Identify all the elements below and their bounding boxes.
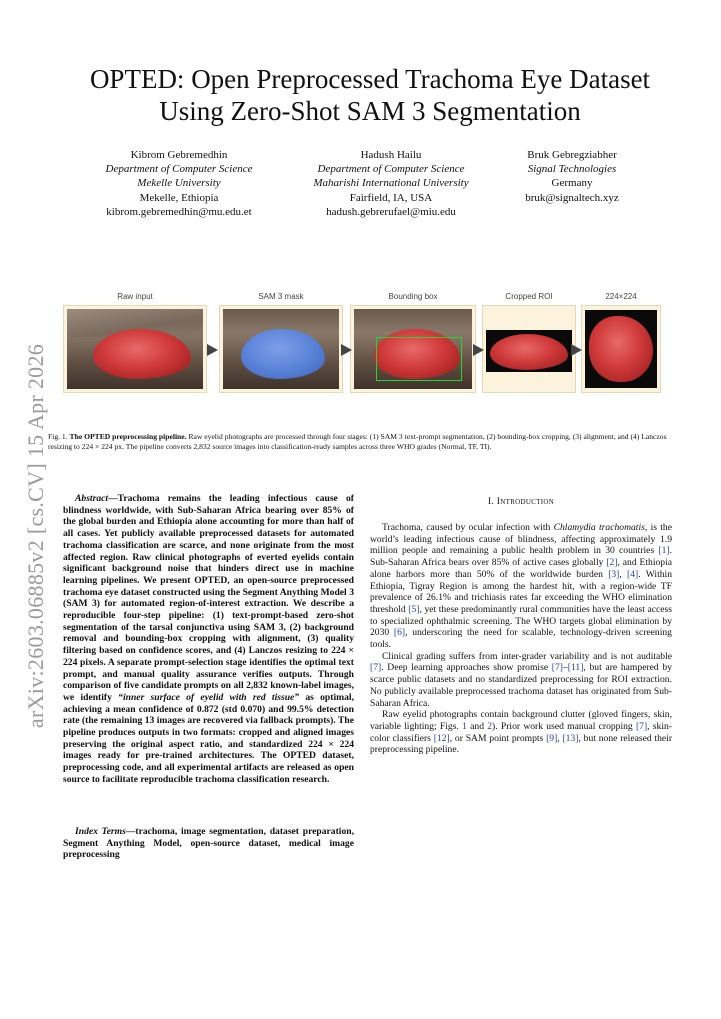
cropped-roi-panel <box>482 305 576 393</box>
bbox-eyelid-photo <box>354 309 472 389</box>
citation-link[interactable]: [12] <box>433 732 450 744</box>
panel-label-bounding-box: Bounding box <box>388 292 438 301</box>
segmentation-mask <box>241 329 325 379</box>
citation-link[interactable]: [6] <box>393 627 406 639</box>
author-block-1 <box>84 148 274 219</box>
figure-caption <box>48 432 668 451</box>
author-email: hadush.gebrerufael@miu.edu <box>326 205 456 218</box>
caption-label: Fig. 1. <box>48 432 68 441</box>
author-block-2 <box>296 148 486 219</box>
abstract-heading: Abstract <box>75 493 109 504</box>
introduction-body <box>370 522 672 756</box>
caption-title: The OPTED preprocessing pipeline. <box>69 432 187 441</box>
panel-label-raw-input: Raw input <box>117 292 153 301</box>
author-name: Kibrom Gebremedhin <box>130 149 228 161</box>
panel-label-224: 224×224 <box>605 292 637 301</box>
resized-224-photo <box>585 310 657 388</box>
abstract-prompt: “inner surface of eyelid with red tissue” <box>118 691 300 703</box>
author-email: kibrom.gebremedhin@mu.edu.et <box>106 205 252 218</box>
citation-link[interactable]: [9] <box>546 732 558 744</box>
title-line-1: OPTED: Open Preprocessed Trachoma Eye Dataset <box>89 64 651 94</box>
abstract-text: —Trachoma remains the leading infectious cause of blindness worldwide, with Sub-Saharan Africa bearing over 85% of the global burden and Ethiopia alone accounting for more than half of all cases. Yet publicly available preprocessed datasets for automated trachoma classification are scarce, and none originate from the most affected region. Raw clinical photographs of everted eyelids contain significant background noise that hinders direct use in machine learning pipelines. We present OPTED, an open-source preprocessed trachoma eye dataset constructed using the Segment Anything Model 3 (SAM 3) for automated region-of-interest extraction. We describe a reproducible four-step pipeline: (1) text-prompt-based zero-shot segmentation of the tarsal conjunctiva using SAM 3, (2) background removal and bounding-box cropping with alignment, (3) quality filtering based on confidence scores, and (4) Lanczos resizing to 224 × 224 pixels. A separate prompt-selection stage identifies the optimal text prompt, and manual quality assurance verifies outputs. Through comparison of five candidate prompts on all 2,832 known-label images, we identify <box>63 493 354 703</box>
abstract-text-2: as optimal, achieving a mean confidence of 0.872 (std 0.070) and 99.5% detection rate (the remaining 13 images are recovered via fallback prompts). The pipeline produces outputs in two formats: cropped and aligned images preserving the original aspect ratio, and standardized 224 × 224 images ready for pre-trained architectures. The OPTED dataset, preprocessing code, and all experimental artifacts are released as open source to facilitate reproducible trachoma classification research. <box>63 691 354 785</box>
citation-link[interactable]: [2] <box>606 557 618 569</box>
citation-link[interactable]: [7] <box>551 662 563 674</box>
index-terms <box>63 826 354 861</box>
raw-eyelid-photo <box>67 309 203 389</box>
masked-eyelid-photo <box>223 309 339 389</box>
author-department: Department of Computer Science <box>317 163 465 176</box>
citation-link[interactable]: [1] <box>658 545 670 557</box>
raw-input-panel <box>63 305 207 393</box>
abstract <box>63 493 354 786</box>
author-location: Mekelle, Ethiopia <box>139 191 219 204</box>
citation-link[interactable]: [4] <box>627 568 639 580</box>
cropped-roi-photo <box>486 330 572 372</box>
intro-paragraph-3: Raw eyelid photographs contain background clutter (gloved fingers, skin, variable lighting; Figs. 1 and 2). Prior work used manual cropping [7], skin-color classifiers [12], or SAM point prompts [9], [13], but none released their preprocessing pipeline. <box>370 709 673 756</box>
intro-paragraph-1: Trachoma, caused by ocular infection with Chlamydia trachomatis, is the world’s leading infectious cause of blindness, affecting approximately 1.9 million people and remaining a public health problem in 30 countries [1]. Sub-Saharan Africa bears over 85% of active cases globally [2], and Ethiopia alone harbors more than 50% of the worldwide burden [3], [4]. Within Ethiopia, Tigray Region is among the hardest hit, with a region-wide TF prevalence of 26.1% and trichiasis rates far exceeding the WHO elimination threshold [5], yet these predominantly rural communities have the least access to specialized ophthalmic screening. The WHO targets global elimination by 2030 [6], underscoring the need for scalable, technology-driven screening tools. <box>370 522 673 651</box>
intro-paragraph-2: Clinical grading suffers from inter-grader variability and is not auditable [7]. Deep learning approaches show promise [7]–[11], but are hampered by scarce public datasets and no standardized preprocessing for ROI extraction. No publicly available preprocessed trachoma dataset has originated from Sub-Saharan Africa. <box>370 650 672 709</box>
author-organization: Signal Technologies <box>527 163 617 176</box>
author-name: Hadush Hailu <box>360 149 422 161</box>
bounding-box-panel <box>350 305 476 393</box>
author-organization: Mekelle University <box>137 177 221 190</box>
author-location: Fairfield, IA, USA <box>349 191 433 204</box>
index-terms-text: —trachoma, image segmentation, dataset preparation, Segment Anything Model, open-source dataset, medical image preprocessing <box>63 826 354 861</box>
figure-reference-link[interactable]: 1 <box>462 720 467 732</box>
author-department: Department of Computer Science <box>105 163 253 176</box>
bounding-box-overlay <box>376 337 462 381</box>
sam3-mask-panel <box>219 305 343 393</box>
citation-link[interactable]: [11] <box>567 662 584 674</box>
author-organization: Maharishi International University <box>313 177 469 190</box>
citation-link[interactable]: [13] <box>562 732 579 744</box>
citation-link[interactable]: [7] <box>635 720 648 732</box>
arrow-icon <box>341 344 352 356</box>
arxiv-identifier: arXiv:2603.06885v2 [cs.CV] 15 Apr 2026 <box>23 343 48 729</box>
index-terms-heading: Index Terms <box>75 826 126 837</box>
caption-text: Raw eyelid photographs are processed through four stages: (1) SAM 3 text-prompt segmentation, (2) bounding-box cropping, (3) alignment, and (4) Lanczos resizing to 224 × 224 px. The pipeline converts 2,832 source images into classification-ready samples across three WHO grades (Normal, TF, TI). <box>48 432 667 451</box>
arrow-icon <box>207 344 218 356</box>
arrow-icon <box>571 344 582 356</box>
citation-link[interactable]: [7] <box>370 662 382 674</box>
panel-label-sam3-mask: SAM 3 mask <box>258 292 304 301</box>
section-heading-introduction: I. Introduction <box>487 496 555 507</box>
panel-label-cropped-roi: Cropped ROI <box>505 292 553 301</box>
citation-link[interactable]: [3] <box>608 568 620 580</box>
author-location: Germany <box>551 177 593 190</box>
citation-link[interactable]: [5] <box>408 603 420 615</box>
author-name: Bruk Gebregziabher <box>527 149 617 161</box>
pipeline-figure <box>63 292 661 402</box>
figure-reference-link[interactable]: 2 <box>487 720 493 732</box>
resized-224-panel <box>581 305 661 393</box>
arrow-icon <box>473 344 484 356</box>
author-email: bruk@signaltech.xyz <box>525 191 619 204</box>
author-block-3 <box>492 148 652 205</box>
title-line-2: Using Zero-Shot SAM 3 Segmentation <box>159 96 581 126</box>
